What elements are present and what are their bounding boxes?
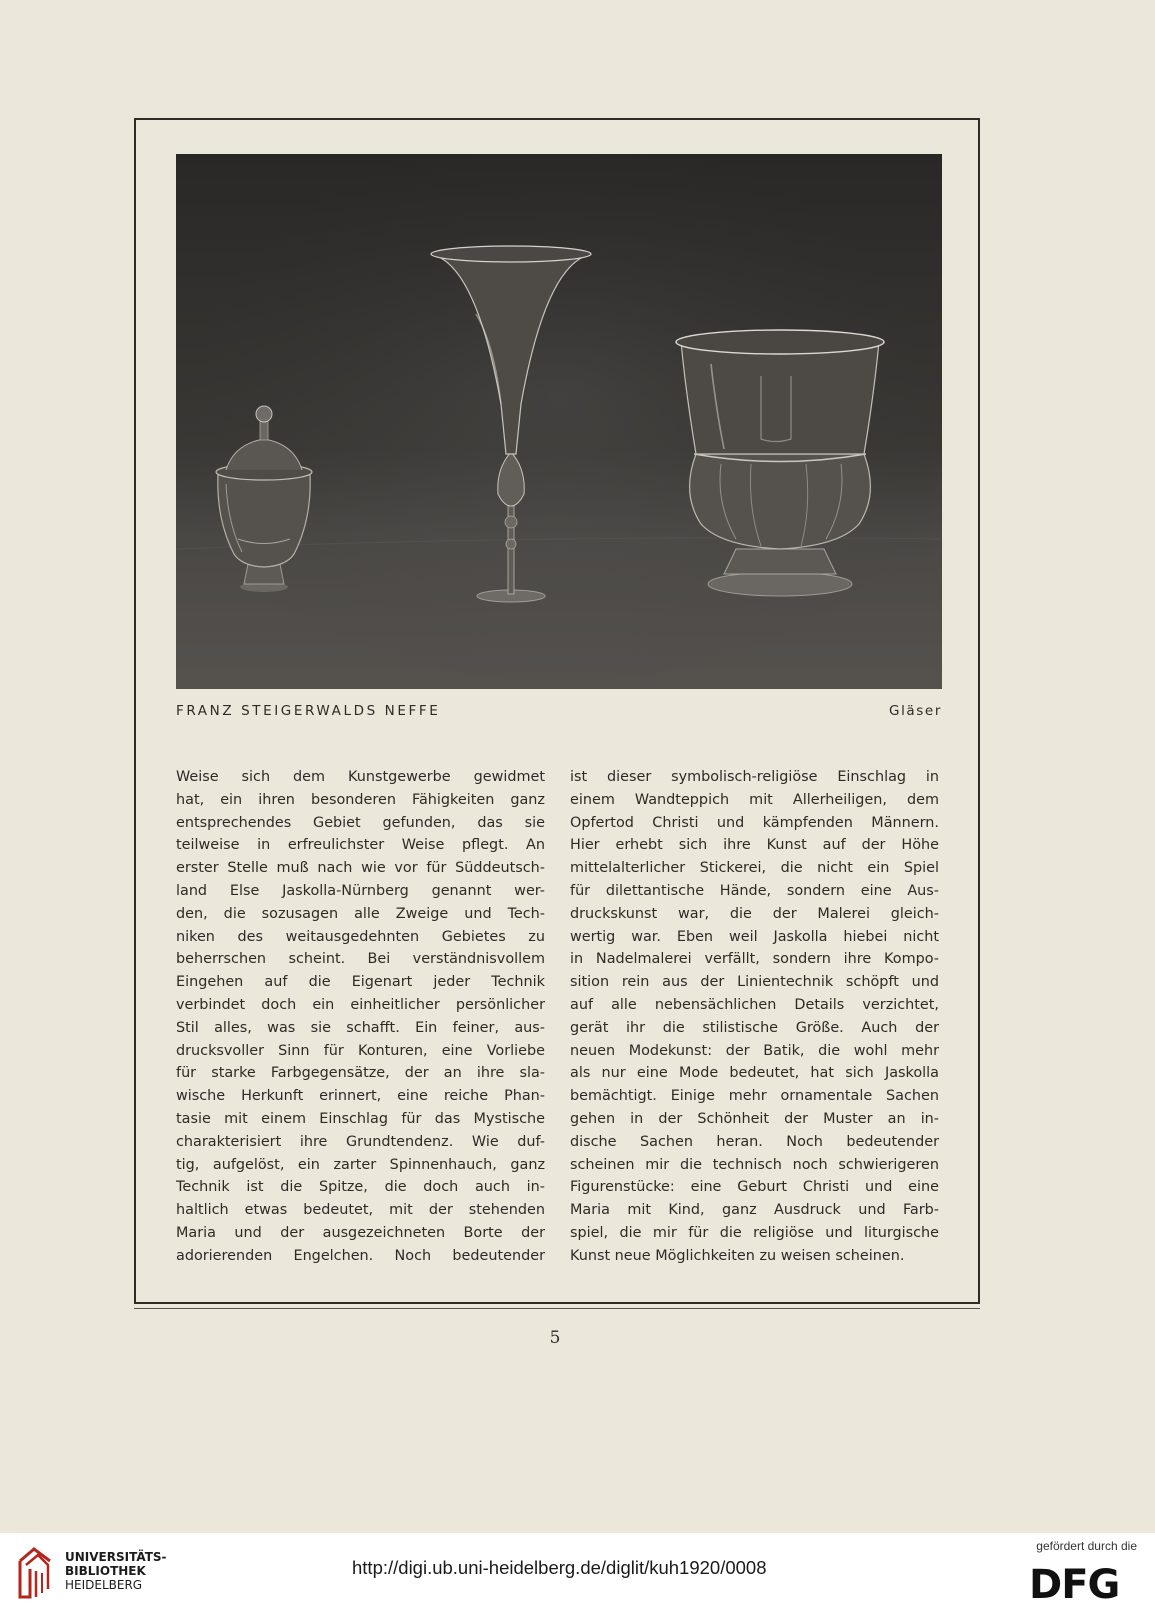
text-line: niken des weitausgedehnten Gebietes zu: [176, 928, 545, 945]
text-line: für starke Farbgegensätze, der an ihre sla-: [176, 1065, 545, 1082]
text-line: Maria und der ausgezeichneten Borte der: [176, 1224, 545, 1241]
text-line: mittelalterlicher Stickerei, die nicht ein Spiel: [570, 860, 939, 877]
text-line: Kunst neue Möglichkeiten zu weisen scheinen.: [570, 1247, 905, 1264]
text-line: Hier erhebt sich ihre Kunst auf der Höhe: [570, 837, 939, 854]
text-line: Opfertod Christi und kämpfenden Männern.: [570, 814, 939, 831]
digitization-url-link[interactable]: http://digi.ub.uni-heidelberg.de/diglit/kuh1920/0008: [352, 1557, 767, 1578]
text-line: für dilettantische Hände, sondern eine Aus-: [570, 882, 939, 899]
text-line: wische Herkunft erinnert, eine reiche Phan-: [176, 1088, 545, 1105]
library-name: [65, 1550, 167, 1592]
text-line: Eingehen auf die Eigenart jeder Technik: [176, 974, 545, 991]
text-line: tasie mit einem Einschlag für das Mystische: [176, 1110, 545, 1127]
text-line: druckskunst war, die der Malerei gleich-: [570, 905, 939, 922]
text-line: Figurenstücke: eine Geburt Christi und eine: [570, 1179, 939, 1196]
text-line: wertig war. Eben weil Jaskolla hiebei nicht: [570, 928, 939, 945]
ub-heidelberg-logo-icon[interactable]: [14, 1543, 56, 1603]
text-line: adorierenden Engelchen. Noch bedeutender: [176, 1247, 545, 1264]
text-line: drucksvoller Sinn für Konturen, eine Vorliebe: [176, 1042, 545, 1059]
text-line: spiel, die mir für die religiöse und liturgische: [570, 1224, 939, 1241]
text-line: Maria mit Kind, ganz Ausdruck und Farb-: [570, 1202, 939, 1219]
dfg-logo-icon[interactable]: [1027, 1563, 1137, 1603]
text-line: auf alle nebensächlichen Details verzichtet,: [570, 996, 939, 1013]
text-line: neuen Modekunst: der Batik, die wohl mehr: [570, 1042, 939, 1059]
text-column-right: [570, 766, 939, 1268]
page-number: 5: [549, 1328, 561, 1348]
text-line: gehen in der Schönheit der Muster an in-: [570, 1110, 939, 1127]
text-line: als nur eine Mode bedeutet, hat sich Jaskolla: [570, 1065, 939, 1082]
text-line: hat, ein ihren besonderen Fähigkeiten ganz: [176, 791, 545, 808]
library-name-line: BIBLIOTHEK: [65, 1564, 146, 1578]
text-line: den, die sozusagen alle Zweige und Tech-: [176, 905, 545, 922]
text-line: teilweise in erfreulichster Weise pflegt. An: [176, 837, 545, 854]
library-name-line: UNIVERSITÄTS-: [65, 1550, 167, 1564]
text-line: verbindet doch ein einheitlicher persönlicher: [176, 996, 545, 1013]
text-line: scheinen mir die technisch noch schwierigeren: [570, 1156, 939, 1173]
text-line: in Nadelmalerei verfällt, sondern ihre Kompo-: [570, 951, 939, 968]
figure-caption-artist: FRANZ STEIGERWALDS NEFFE: [176, 703, 441, 719]
funding-label: gefördert durch die: [1036, 1539, 1137, 1553]
text-column-left: [176, 766, 545, 1268]
text-line: charakterisiert ihre Grundtendenz. Wie duf-: [176, 1133, 545, 1150]
text-line: Weise sich dem Kunstgewerbe gewidmet: [176, 769, 545, 785]
text-line: gerät ihr die stilistische Größe. Auch der: [570, 1019, 939, 1036]
digitization-footer: [0, 1533, 1155, 1619]
text-line: haltlich etwas bedeutet, mit der stehenden: [176, 1202, 545, 1219]
text-line: dische Sachen heran. Noch bedeutender: [570, 1133, 939, 1150]
text-line: land Else Jaskolla-Nürnberg genannt wer-: [176, 882, 545, 899]
glasses-photograph: [176, 154, 942, 689]
text-line: erster Stelle muß nach wie vor für Süddeutsch-: [176, 860, 545, 877]
frame-bottom-rule: [134, 1308, 980, 1309]
text-line: einem Wandteppich mit Allerheiligen, dem: [570, 791, 939, 808]
text-line: Stil alles, was sie schafft. Ein feiner, aus-: [176, 1019, 545, 1036]
text-line: bemächtigt. Einige mehr ornamentale Sachen: [570, 1088, 939, 1105]
text-line: Technik ist die Spitze, die doch auch in-: [176, 1179, 545, 1196]
figure-caption-title: Gläser: [889, 703, 942, 719]
text-line: beherrschen scheint. Bei verständnisvollem: [176, 951, 545, 968]
text-line: sition rein aus der Linientechnik schöpft und: [570, 974, 939, 991]
text-line: tig, aufgelöst, ein zarter Spinnenhauch, ganz: [176, 1156, 545, 1173]
dfg-logo-text: DFG: [1029, 1563, 1120, 1603]
library-name-line: HEIDELBERG: [65, 1578, 143, 1592]
text-line: ist dieser symbolisch-religiöse Einschlag in: [570, 769, 939, 785]
text-line: entsprechendes Gebiet gefunden, das sie: [176, 814, 545, 831]
